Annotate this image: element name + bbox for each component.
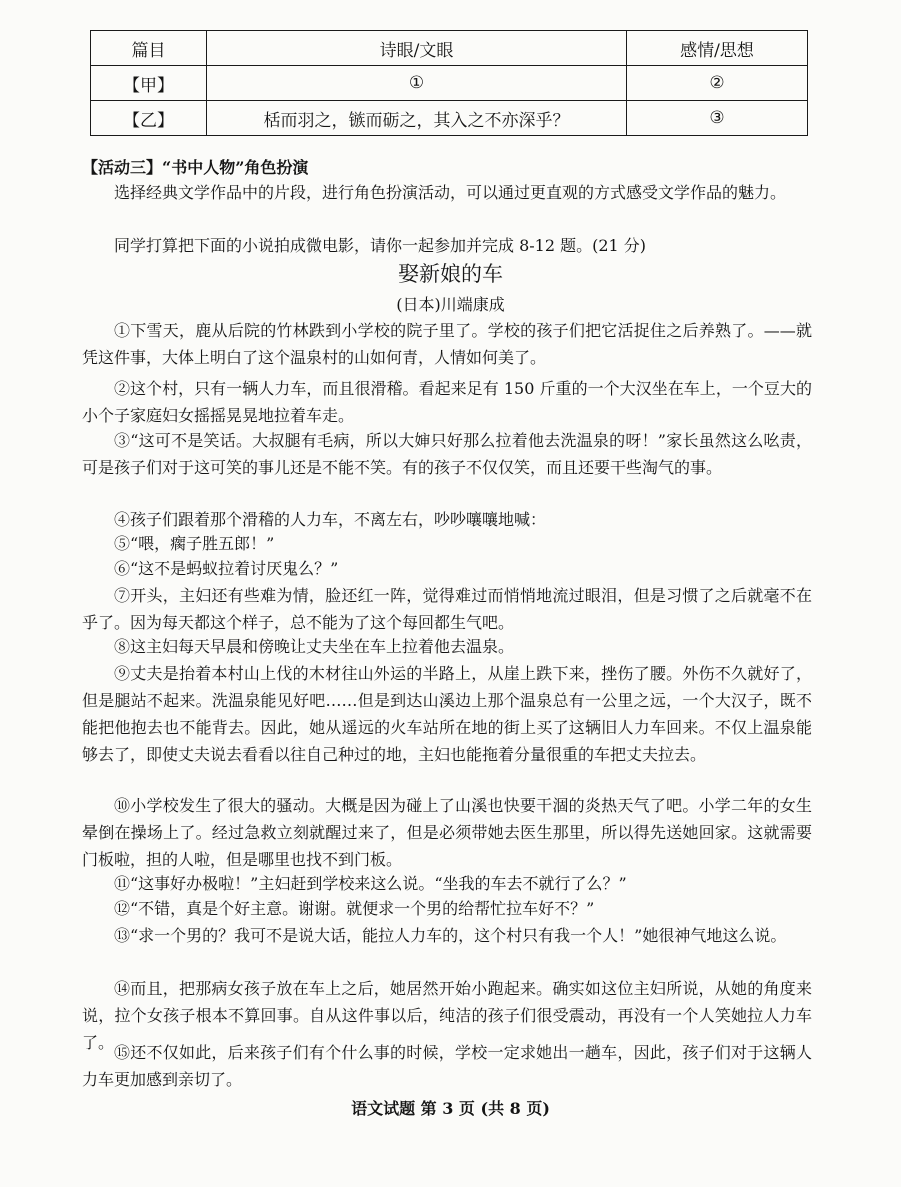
task-paragraph: 同学打算把下面的小说拍成微电影，请你一起参加并完成 8-12 题。(21 分) (114, 236, 647, 255)
page-footer: 语文试题 第 3 页 (共 8 页) (351, 1099, 550, 1118)
header-cell: 篇目 (91, 31, 207, 66)
table-row (91, 66, 808, 101)
story-author: (日本)川端康成 (396, 295, 505, 314)
story-title: 娶新娘的车 (398, 262, 503, 286)
table-cell: ① (207, 66, 627, 101)
table-cell: 【甲】 (91, 66, 207, 101)
story-paragraph: ⑨丈夫是抬着本村山上伐的木材往山外运的半路上，从崖上跌下来，挫伤了腰。外伤不久就好了，但是腿站不起来。洗温泉能见好吧……但是到达山溪边上那个温泉总有一公里之远，一个大汉子，既不能把他抱去也不能背去。因此，她从遥远的火车站所在地的街上买了这辆旧人力车回来。不仅上温泉能够去了，即使丈夫说去看看以往自己种过的地，主妇也能拖着分量很重的车把丈夫拉去。 (82, 664, 812, 764)
story-paragraph: ③“这可不是笑话。大叔腿有毛病，所以大婶只好那么拉着他去洗温泉的呀！”家长虽然这么吆责，可是孩子们对于这可笑的事儿还是不能不笑。有的孩子不仅仅笑，而且还要干些淘气的事。 (82, 431, 812, 477)
story-paragraph: ⑧这主妇每天早晨和傍晚让丈夫坐在车上拉着他去温泉。 (114, 637, 515, 656)
table-row (91, 101, 808, 136)
table-cell: ② (627, 66, 808, 101)
story-paragraph: ⑩小学校发生了很大的骚动。大概是因为碰上了山溪也快要干涸的炎热天气了吧。小学二年的女生晕倒在操场上了。经过急救立刻就醒过来了，但是必须带她去医生那里，所以得先送她回家。这就需要门板啦，担的人啦，但是哪里也找不到门板。 (82, 796, 812, 869)
story-paragraph: ⑫“不错，真是个好主意。谢谢。就便求一个男的给帮忙拉车好不？” (114, 899, 595, 918)
story-paragraph: ④孩子们跟着那个滑稽的人力车，不离左右，吵吵嚷嚷地喊： (114, 510, 547, 529)
story-paragraph: ⑬“求一个男的？我可不是说大话，能拉人力车的，这个村只有我一个人！”她很神气地这么说。 (114, 926, 787, 945)
table-cell: 栝而羽之，镞而砺之，其入之不亦深乎？ (207, 101, 627, 136)
story-paragraph: ⑮还不仅如此，后来孩子们有个什么事的时候，学校一定求她出一趟车，因此，孩子们对于这辆人力车更加感到亲切了。 (82, 1043, 812, 1089)
story-paragraph: ⑤“喂，瘸子胜五郎！” (114, 534, 275, 553)
story-paragraph: ②这个村，只有一辆人力车，而且很滑稽。看起来足有 150 斤重的一个大汉坐在车上，一个豆大的小个子家庭妇女摇摇晃晃地拉着车走。 (82, 379, 812, 425)
story-paragraph: ⑦开头，主妇还有些难为情，脸还红一阵，觉得难过而悄悄地流过眼泪，但是习惯了之后就毫不在乎了。因为每天都这个样子，总不能为了这个每回都生气吧。 (82, 586, 812, 632)
header-cell: 感情/思想 (627, 31, 808, 66)
analysis-table (90, 30, 808, 136)
header-cell: 诗眼/文眼 (207, 31, 627, 66)
story-paragraph: ⑪“这事好办极啦！”主妇赶到学校来这么说。“坐我的车去不就行了么？” (114, 874, 627, 893)
story-paragraph: ⑭而且，把那病女孩子放在车上之后，她居然开始小跑起来。确实如这位主妇所说，从她的角度来说，拉个女孩子根本不算回事。自从这件事以后，纯洁的孩子们很受震动，再没有一个人笑她拉人力车了。 (82, 979, 812, 1052)
table-cell: 【乙】 (91, 101, 207, 136)
table-header-row (91, 31, 808, 66)
activity-heading: 【活动三】“书中人物”角色扮演 (82, 158, 309, 177)
table-cell: ③ (627, 101, 808, 136)
story-paragraph: ①下雪天，鹿从后院的竹林跌到小学校的院子里了。学校的孩子们把它活捉住之后养熟了。——就凭这件事，大体上明白了这个温泉村的山如何青，人情如何美了。 (82, 321, 812, 367)
intro-paragraph: 选择经典文学作品中的片段，进行角色扮演活动，可以通过更直观的方式感受文学作品的魅力。 (114, 183, 787, 202)
story-paragraph: ⑥“这不是蚂蚁拉着讨厌鬼么？” (114, 559, 339, 578)
